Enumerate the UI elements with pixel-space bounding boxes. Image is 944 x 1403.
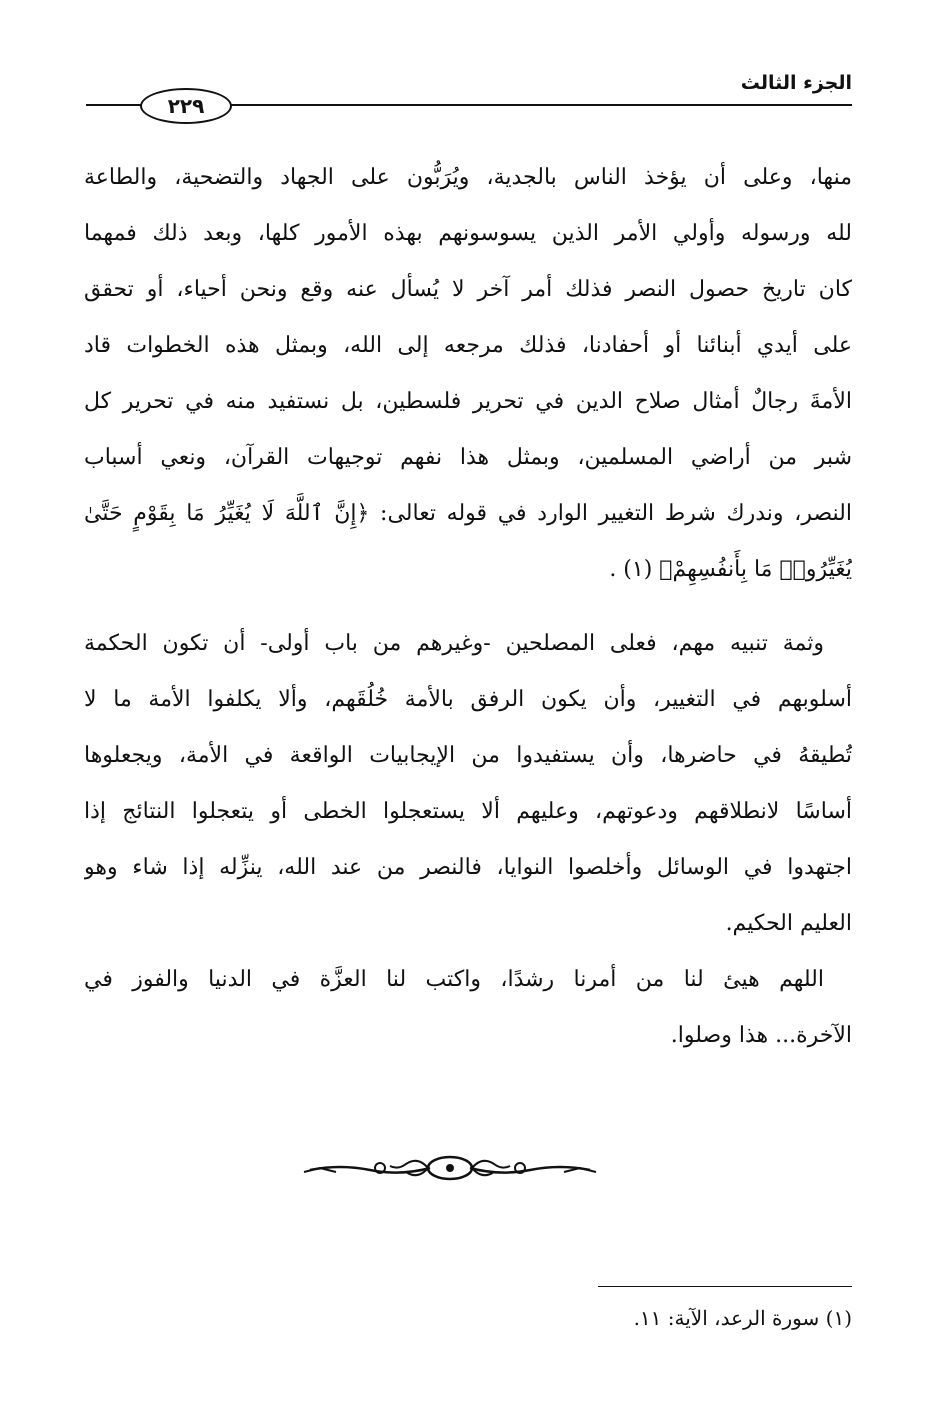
text-line: كان تاريخ حصول النصر فذلك أمر آخر لا يُسأل عنه وقع ونحن أحياء، أو تحقق: [84, 277, 852, 302]
text-line: تُطيقهُ في حاضرها، وأن يستفيدوا من الإيجابيات الواقعة في الأمة، ويجعلوها: [84, 743, 852, 768]
text-line-quran: يُغَيِّرُوا۟ مَا بِأَنفُسِهِمْ﴾ (١) .: [609, 557, 852, 582]
paragraph-gap: [84, 598, 852, 616]
text-line: الآخرة... هذا وصلوا.: [670, 1023, 852, 1048]
text-line: أسلوبهم في التغيير، وأن يكون الرفق بالأمة خُلُقَهم، وألا يكلفوا الأمة ما لا: [84, 687, 852, 712]
footnote: (١) سورة الرعد، الآية: ١١.: [633, 1306, 852, 1330]
footnote-rule: [598, 1286, 852, 1287]
main-text: [84, 150, 852, 1064]
text-line: لله ورسوله وأولي الأمر الذين يسوسونهم بهذه الأمور كلها، وبعد ذلك فمهما: [84, 221, 852, 246]
text-line: على أيدي أبنائنا أو أحفادنا، فذلك مرجعه إلى الله، وبمثل هذه الخطوات قاد: [84, 333, 852, 358]
text-line: أساسًا لانطلاقهم ودعوتهم، وعليهم ألا يستعجلوا الخطى أو يتعجلوا النتائج إذا: [84, 799, 852, 824]
running-header: الجزء الثالث: [740, 72, 852, 94]
ornament-divider: [300, 1150, 600, 1186]
text-line-quran: النصر، وندرك شرط التغيير الوارد في قوله تعالى: ﴿إِنَّ ٱللَّهَ لَا يُغَيِّرُ مَا بِقَوْمٍ حَتَّىٰ: [84, 501, 852, 526]
text-line: وثمة تنبيه مهم، فعلى المصلحين -وغيرهم من باب أولى- أن تكون الحكمة: [84, 631, 824, 656]
text-line: اجتهدوا في الوسائل وأخلصوا النوايا، فالنصر من عند الله، ينزِّله إذا شاء وهو: [84, 855, 852, 880]
text-line: شبر من أراضي المسلمين، وبمثل هذا نفهم توجيهات القرآن، ونعي أسباب: [84, 445, 852, 470]
text-line: العليم الحكيم.: [725, 911, 852, 936]
page-number-badge: ٢٢٩: [140, 88, 232, 124]
text-line: اللهم هيئ لنا من أمرنا رشدًا، واكتب لنا العزَّة في الدنيا والفوز في: [84, 967, 824, 992]
text-line: منها، وعلى أن يؤخذ الناس بالجدية، ويُرَبُّون على الجهاد والتضحية، والطاعة: [84, 165, 852, 190]
text-line: الأمةَ رجالٌ أمثال صلاح الدين في تحرير فلسطين، بل نستفيد منه في تحرير كل: [84, 389, 852, 414]
